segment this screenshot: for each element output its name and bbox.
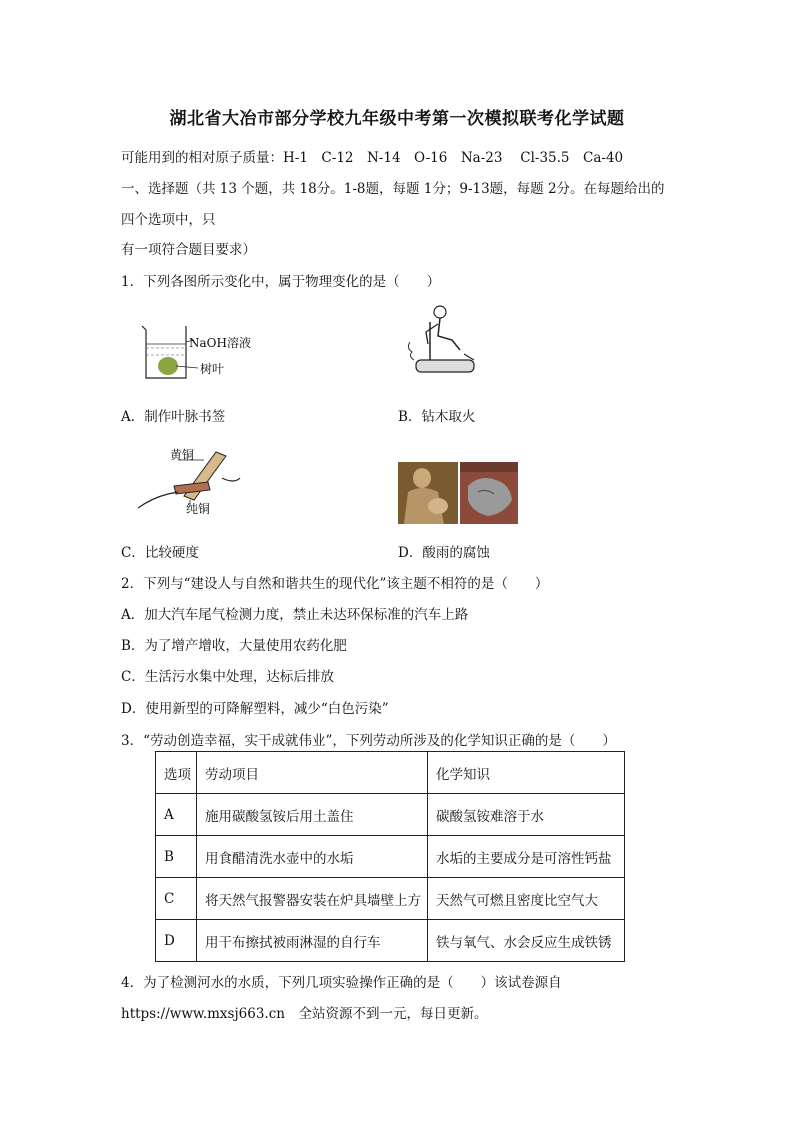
footer-link[interactable]: https://www.mxsj663.cn 全站资源不到一元，每日更新。 xyxy=(121,1006,488,1022)
drilling-wood-figure xyxy=(404,302,482,380)
corroded-statue-photo-2 xyxy=(460,462,518,524)
table-cell: 将天然气报警器安装在炉具墙壁上方 xyxy=(197,878,428,920)
q2-option-d: D．使用新型的可降解塑料，减少“白色污染” xyxy=(121,701,389,717)
table-cell: 天然气可燃且密度比空气大 xyxy=(428,878,625,920)
q2-stem: 2．下列与“建设人与自然和谐共生的现代化”该主题不相符的是（ ） xyxy=(121,576,549,592)
page-title: 湖北省大冶市部分学校九年级中考第一次模拟联考化学试题 xyxy=(169,109,625,129)
table-cell: 铁与氧气、水会反应生成铁锈 xyxy=(428,920,625,962)
q3-table xyxy=(155,751,625,962)
table-row xyxy=(156,794,625,836)
table-cell: 用干布擦拭被雨淋湿的自行车 xyxy=(197,920,428,962)
q1-stem: 1．下列各图所示变化中，属于物理变化的是（ ） xyxy=(121,274,441,290)
table-row xyxy=(156,836,625,878)
table-row xyxy=(156,920,625,962)
brass-label: 黄铜 xyxy=(170,448,195,462)
table-header-cell: 劳动项目 xyxy=(197,752,428,794)
hardness-figure xyxy=(134,448,244,518)
table-header-cell: 选项 xyxy=(156,752,197,794)
q4-stem: 4．为了检测河水的水质，下列几项实验操作正确的是（ ）该试卷源自 xyxy=(121,975,562,991)
table-cell: 施用碳酸氢铵后用土盖住 xyxy=(197,794,428,836)
q2-option-c: C．生活污水集中处理，达标后排放 xyxy=(121,669,334,685)
leaf-label: 树叶 xyxy=(200,362,225,376)
section-instructions-line3: 有一项符合题目要求） xyxy=(121,242,256,258)
q1-option-c: C．比较硬度 xyxy=(121,545,199,561)
table-cell: 用食醋清洗水壶中的水垢 xyxy=(197,836,428,878)
table-cell: A xyxy=(156,794,197,836)
naoh-label: NaOH溶液 xyxy=(189,336,251,350)
copper-label: 纯铜 xyxy=(186,502,211,516)
table-cell: 碳酸氢铵难溶于水 xyxy=(428,794,625,836)
atomic-masses: 可能用到的相对原子质量：H-1 C-12 N-14 O-16 Na-23 Cl-35.5 Ca-40 xyxy=(121,150,624,166)
q3-stem: 3．“劳动创造幸福，实干成就伟业”，下列劳动所涉及的化学知识正确的是（ ） xyxy=(121,733,616,749)
section-instructions-line1: 一、选择题（共 13 个题，共 18分。1-8题，每题 1分；9-13题，每题 2分。在每题给出的 xyxy=(121,181,665,197)
table-cell: B xyxy=(156,836,197,878)
section-instructions-line2: 四个选项中，只 xyxy=(121,212,216,228)
corroded-statue-photo-1 xyxy=(398,462,458,524)
table-header-cell: 化学知识 xyxy=(428,752,625,794)
table-row xyxy=(156,878,625,920)
q2-option-b: B．为了增产增收，大量使用农药化肥 xyxy=(121,638,347,654)
table-header-row xyxy=(156,752,625,794)
q1-option-a: A．制作叶脉书签 xyxy=(121,409,226,425)
table-cell: C xyxy=(156,878,197,920)
table-cell: 水垢的主要成分是可溶性钙盐 xyxy=(428,836,625,878)
q1-option-b: B．钻木取火 xyxy=(398,409,476,425)
table-cell: D xyxy=(156,920,197,962)
q1-option-d: D．酸雨的腐蚀 xyxy=(398,545,490,561)
q2-option-a: A．加大汽车尾气检测力度，禁止未达环保标准的汽车上路 xyxy=(121,607,469,623)
